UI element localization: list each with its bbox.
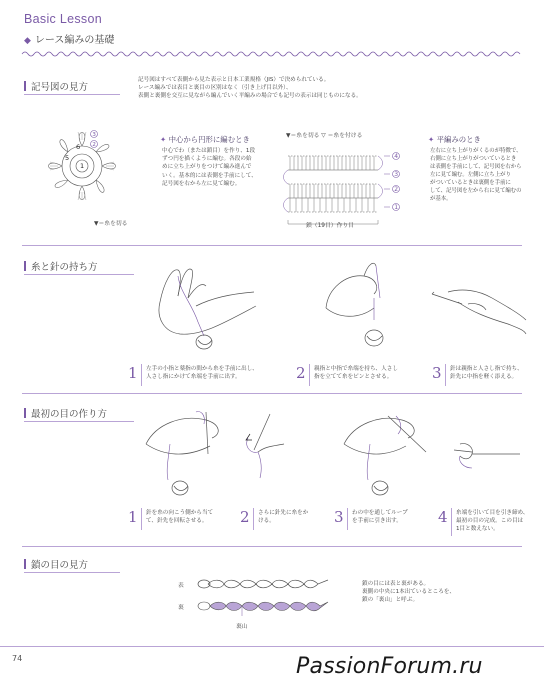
circular-chart-diagram: [36, 118, 132, 222]
back-side-label: 裏: [178, 605, 184, 611]
first-stitch-illustration-1: [140, 404, 230, 502]
chain-text-line: 裏側の中央に1本出ているところを、: [362, 589, 456, 596]
step-text-line: 親指と中指で糸端を持ち、人さし: [314, 366, 398, 372]
row-number: 1: [394, 204, 399, 211]
circle-text-line: 中心でわ（または鎖目）を作り、1段: [162, 148, 256, 154]
step-number: 3: [334, 508, 344, 526]
circle-text-line: 記号図を右から左に見て編む。: [162, 180, 241, 187]
front-side-label: 表: [178, 583, 184, 589]
round-number: 6: [76, 143, 81, 151]
title-bar: [24, 408, 26, 418]
round-number: 5: [65, 154, 70, 162]
cut-yarn-label: ▼＝糸を切る: [94, 221, 128, 227]
title-bar: [24, 81, 26, 91]
step-text-line: 1目と数えない。: [456, 526, 499, 533]
section1-underline: [24, 94, 120, 95]
foundation-chain-label: 鎖（19目）作り目: [306, 223, 354, 229]
section-divider: [22, 245, 522, 246]
plus-diamond-icon: ✦: [160, 135, 167, 144]
step-divider: [141, 364, 142, 386]
holding-step-1-text: [146, 365, 286, 381]
section-divider: [22, 546, 522, 547]
chain-text-line: 鎖の「裏山」と呼ぶ。: [362, 597, 419, 604]
section4-title-text: 鎖の目の見方: [31, 560, 89, 571]
step-number: 3: [432, 364, 442, 382]
flat-text-line: が基本。: [430, 196, 452, 202]
diamond-icon: ◆: [24, 36, 31, 46]
subtitle-text: レース編みの基礎: [34, 35, 115, 46]
chain-stitch-illustration: [196, 574, 336, 622]
step-divider: [347, 508, 348, 530]
cut-attach-text: ＝糸を切る ▽ ＝糸を付ける: [290, 133, 363, 139]
step-divider: [445, 364, 446, 386]
flat-text-line: 右側に立ち上がりがついているとき: [430, 156, 517, 162]
section-title-chart-reading: [24, 79, 88, 93]
page-title: Basic Lesson: [24, 12, 102, 26]
step-text-line: 指を立てて糸をピンとさせる。: [314, 374, 393, 381]
step-text-line: 糸端を引いて目を引き締め、: [456, 510, 529, 516]
cut-label-text: ＝糸を切る: [98, 221, 128, 227]
section4-underline: [24, 572, 120, 573]
step-number: 2: [240, 508, 250, 526]
row-number: 4: [394, 153, 399, 160]
round-number: 1: [80, 162, 85, 170]
flat-heading-text: 平編みのとき: [436, 135, 481, 144]
chain-reading-text: [362, 580, 512, 605]
flat-text-line: 左に見て編む。左側に立ち上がり: [430, 172, 511, 178]
circle-text-line: いく。基本的には表側を手前にして、: [162, 172, 257, 179]
step-text-line: 人さし指にかけて糸端を手前に出す。: [146, 374, 241, 381]
step-text-line: 最初の目の完成。この目は: [456, 518, 524, 525]
step-text-line: ける。: [258, 518, 275, 525]
step-text-line: 針先に中指を軽く添える。: [450, 374, 518, 381]
back-bump-label: 裏山: [236, 624, 248, 630]
circle-text-line: めに立ち上がりをつけて編み進んで: [162, 164, 252, 171]
section1-title-text: 記号図の見方: [31, 82, 89, 93]
section-title-holding: [24, 259, 98, 273]
step-number: 1: [128, 364, 138, 382]
round-number: 2: [92, 142, 96, 148]
flat-text-line: がついているときは裏側を手前に: [430, 180, 511, 186]
first-stitch-step-3-text: [352, 509, 434, 525]
step-text-line: て、針先を回転させる。: [146, 518, 208, 525]
section2-title-text: 糸と針の持ち方: [31, 262, 98, 273]
intro-line: レース編みでは表目と裏目の区別はなく（引き上げ目以外）、: [138, 85, 292, 92]
intro-line: 表側と裏側を交互に見ながら編んでいく平編みの場合でも記号の表示は同じものになる。: [138, 93, 362, 100]
hand-illustration-2: [318, 258, 408, 354]
step-text-line: 左手の小指と薬指の間から糸を手前に出し、: [146, 366, 258, 372]
circle-text: [162, 147, 274, 188]
section3-underline: [24, 421, 134, 422]
page-number: 74: [12, 654, 23, 663]
flat-text: [430, 147, 536, 203]
plus-diamond-icon: ✦: [428, 135, 435, 144]
section-divider: [22, 393, 522, 394]
row-number: 2: [394, 186, 399, 193]
first-stitch-step-4-text: [456, 509, 542, 534]
flat-text-line: は表側を手前にして、記号図を右から: [430, 164, 522, 170]
first-stitch-illustration-4: [450, 434, 530, 474]
intro-line: 記号図はすべて表側から見た表示と日本工業規格（JIS）で決められている。: [138, 77, 330, 83]
step-text-line: わの中を通してループ: [352, 510, 408, 516]
step-number: 2: [296, 364, 306, 382]
title-bar: [24, 559, 26, 569]
step-number: 1: [128, 508, 138, 526]
hand-illustration-3: [428, 280, 528, 338]
section-title-chain-reading: [24, 557, 88, 571]
step-divider: [253, 508, 254, 530]
section-title-first-stitch: [24, 406, 107, 420]
step-text-line: 針は親指と人さし指で持ち、: [450, 366, 523, 372]
circle-text-line: ずつ円を描くように編む。各段の始: [162, 156, 252, 163]
cut-attach-legend: ▼＝糸を切る ▽ ＝糸を付ける: [286, 133, 363, 139]
step-text-line: 針を糸の向こう側から当て: [146, 510, 214, 516]
holding-step-2-text: [314, 365, 424, 381]
flat-text-line: 左右に立ち上がりがくるのが特徴で、: [430, 148, 522, 154]
section1-intro: [138, 76, 518, 101]
first-stitch-illustration-2: [240, 410, 296, 480]
site-watermark: PassionForum.ru: [296, 654, 483, 679]
flat-heading: [428, 134, 481, 145]
first-stitch-illustration-3: [340, 404, 430, 502]
step-divider: [309, 364, 310, 386]
circle-heading-text: 中心から円形に編むとき: [168, 135, 250, 144]
first-stitch-step-1-text: [146, 509, 238, 525]
section2-underline: [24, 274, 134, 275]
circle-heading: [160, 134, 250, 145]
title-bar: [24, 261, 26, 271]
first-stitch-step-2-text: [258, 509, 330, 525]
flat-chart-diagram: [284, 142, 414, 232]
hand-illustration-1: [150, 262, 270, 354]
step-divider: [451, 508, 452, 536]
step-divider: [141, 508, 142, 530]
round-number: 3: [92, 132, 96, 138]
chain-text-line: 鎖の目には表と裏がある。: [362, 581, 430, 587]
holding-step-3-text: [450, 365, 542, 381]
row-number: 3: [394, 171, 399, 178]
step-number: 4: [438, 508, 448, 526]
page-subtitle: [24, 31, 114, 46]
footer-rule: [0, 646, 544, 647]
section3-title-text: 最初の目の作り方: [31, 409, 108, 420]
step-text-line: を手前に引き出す。: [352, 518, 402, 525]
step-text-line: さらに針先に糸をか: [258, 510, 309, 516]
flat-text-line: して、記号図を左から右に見て編むの: [430, 188, 522, 194]
header-decorative-rule: [22, 50, 522, 58]
